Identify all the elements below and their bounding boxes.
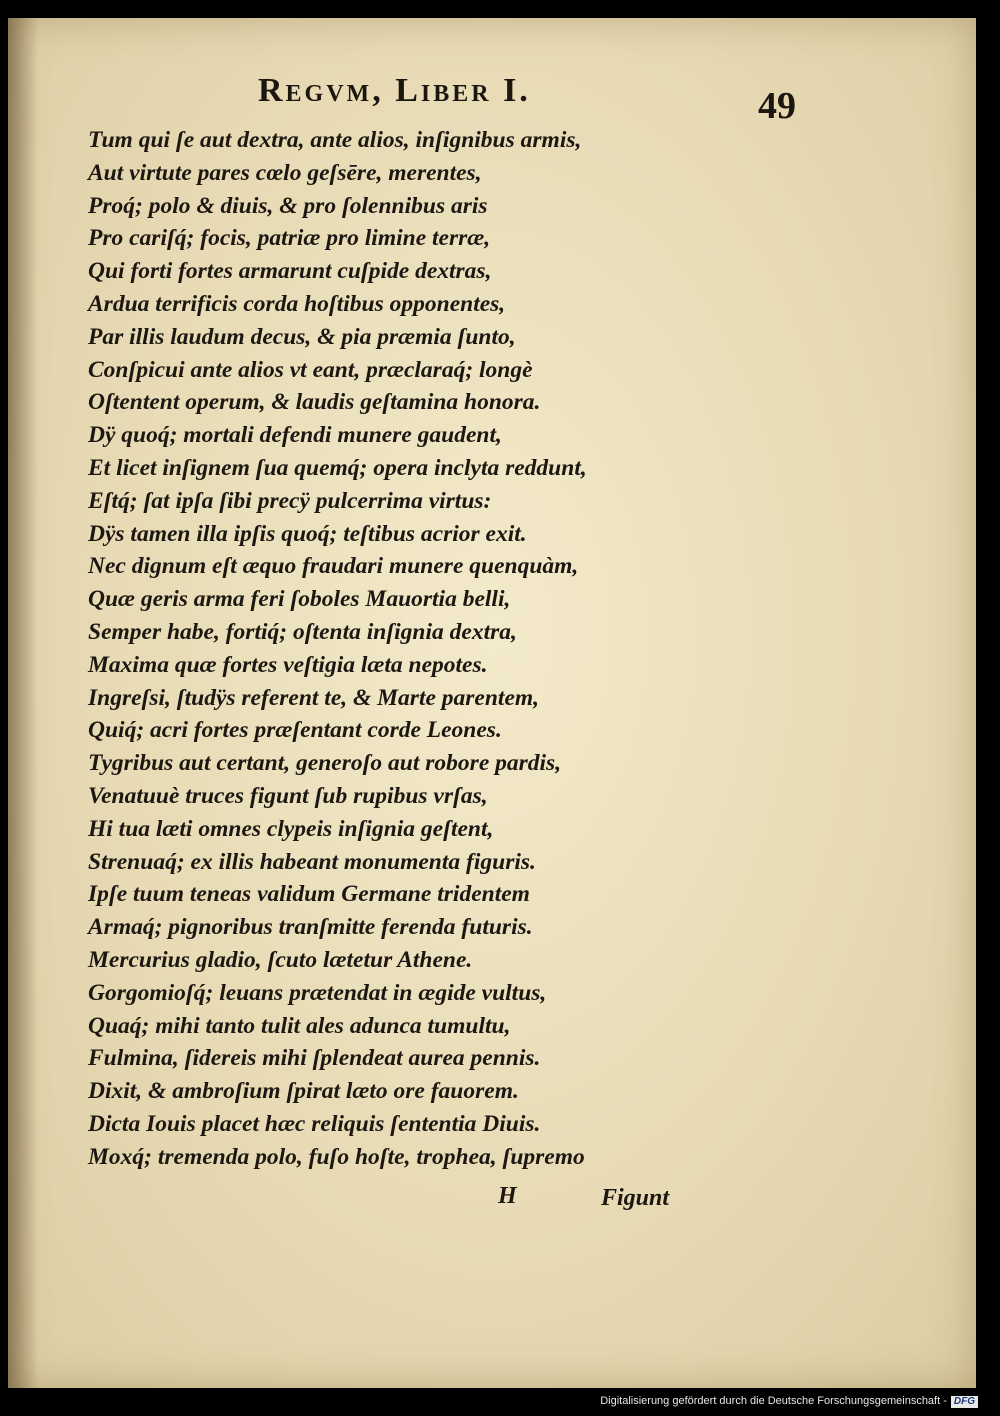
verse-line: Mercurius gladio, ſcuto lætetur Athene. — [88, 946, 473, 973]
dfg-logo: DFG — [951, 1396, 978, 1408]
page-footer — [8, 1183, 976, 1223]
digitization-credit — [600, 1395, 978, 1408]
verse-line: Ardua terrificis corda hoſtibus opponentes, — [88, 290, 506, 317]
verse-line: Ingreſsi, ſtudÿs referent te, & Marte parentem, — [88, 684, 540, 711]
verse-line: Dixit, & ambroſium ſpirat læto ore fauorem. — [88, 1078, 519, 1105]
verse-line: Hi tua læti omnes clypeis inſignia geſtent, — [88, 815, 494, 842]
verse-block — [88, 124, 718, 1174]
verse-line: Proq́; polo & diuis, & pro ſolennibus aris — [88, 192, 488, 219]
verse-line: Semper habe, fortiq́; oſtenta inſignia dextra, — [88, 618, 517, 645]
verse-line: Tygribus aut certant, generoſo aut robore pardis, — [88, 750, 562, 777]
page-number: 49 — [758, 85, 796, 127]
catchword: Figunt — [601, 1185, 670, 1211]
verse-line: Oſtentent operum, & laudis geſtamina honora. — [88, 389, 541, 416]
running-title: Regvm, Liber I. — [258, 72, 531, 109]
verse-line: Armaq́; pignoribus tranſmitte ferenda futuris. — [88, 914, 533, 941]
verse-line: Dÿ quoq́; mortali defendi munere gaudent, — [88, 422, 502, 449]
verse-line: Quæ geris arma feri ſoboles Mauortia belli, — [88, 586, 511, 613]
verse-line: Et licet inſignem ſua quemq́; opera inclyta reddunt, — [88, 454, 587, 481]
verse-line: Maxima quæ fortes veſtigia læta nepotes. — [88, 651, 488, 678]
verse-line: Quaq́; mihi tanto tulit ales adunca tumultu, — [88, 1012, 511, 1039]
verse-line: Par illis laudum decus, & pia præmia ſunto, — [88, 323, 516, 350]
verse-line: Qui forti fortes armarunt cuſpide dextras, — [88, 258, 492, 285]
book-page — [8, 18, 976, 1388]
verse-line: Quiq́; acri fortes præſentant corde Leones. — [88, 717, 502, 744]
page-header — [248, 66, 808, 126]
verse-line: Dÿs tamen illa ipſis quoq́; teſtibus acrior exit. — [88, 520, 527, 547]
verse-line: Aut virtute pares cœlo geſsēre, merentes, — [88, 159, 482, 186]
verse-line: Gorgomioſq́; leuans prætendat in ægide vultus, — [88, 979, 547, 1006]
verse-line: Nec dignum eſt æquo fraudari munere quenquàm, — [88, 553, 579, 580]
verse-line: Ipſe tuum teneas validum Germane tridentem — [88, 881, 530, 908]
verse-line: Conſpicui ante alios vt eant, præclaraq́; longè — [88, 356, 533, 383]
verse-line: Tum qui ſe aut dextra, ante alios, inſignibus armis, — [88, 127, 582, 153]
credit-text: Digitalisierung gefördert durch die Deutsche Forschungsgemeinschaft - — [600, 1395, 947, 1407]
verse-line: Moxq́; tremenda polo, fuſo hoſte, trophea, ſupremo — [88, 1143, 585, 1170]
verse-line: Strenuaq́; ex illis habeant monumenta figuris. — [88, 848, 536, 875]
verse-line: Dicta Iouis placet hæc reliquis ſententia Diuis. — [88, 1110, 541, 1137]
verse-line: Pro cariſq́; focis, patriæ pro limine terræ, — [88, 225, 491, 252]
verse-line: Eſtq́; ſat ipſa ſibi precÿ pulcerrima virtus: — [88, 487, 492, 514]
verse-line: Fulmina, ſidereis mihi ſplendeat aurea pennis. — [88, 1045, 541, 1072]
signature-mark: H — [498, 1183, 517, 1209]
verse-line: Venatuuè truces figunt ſub rupibus vrſas, — [88, 782, 488, 809]
